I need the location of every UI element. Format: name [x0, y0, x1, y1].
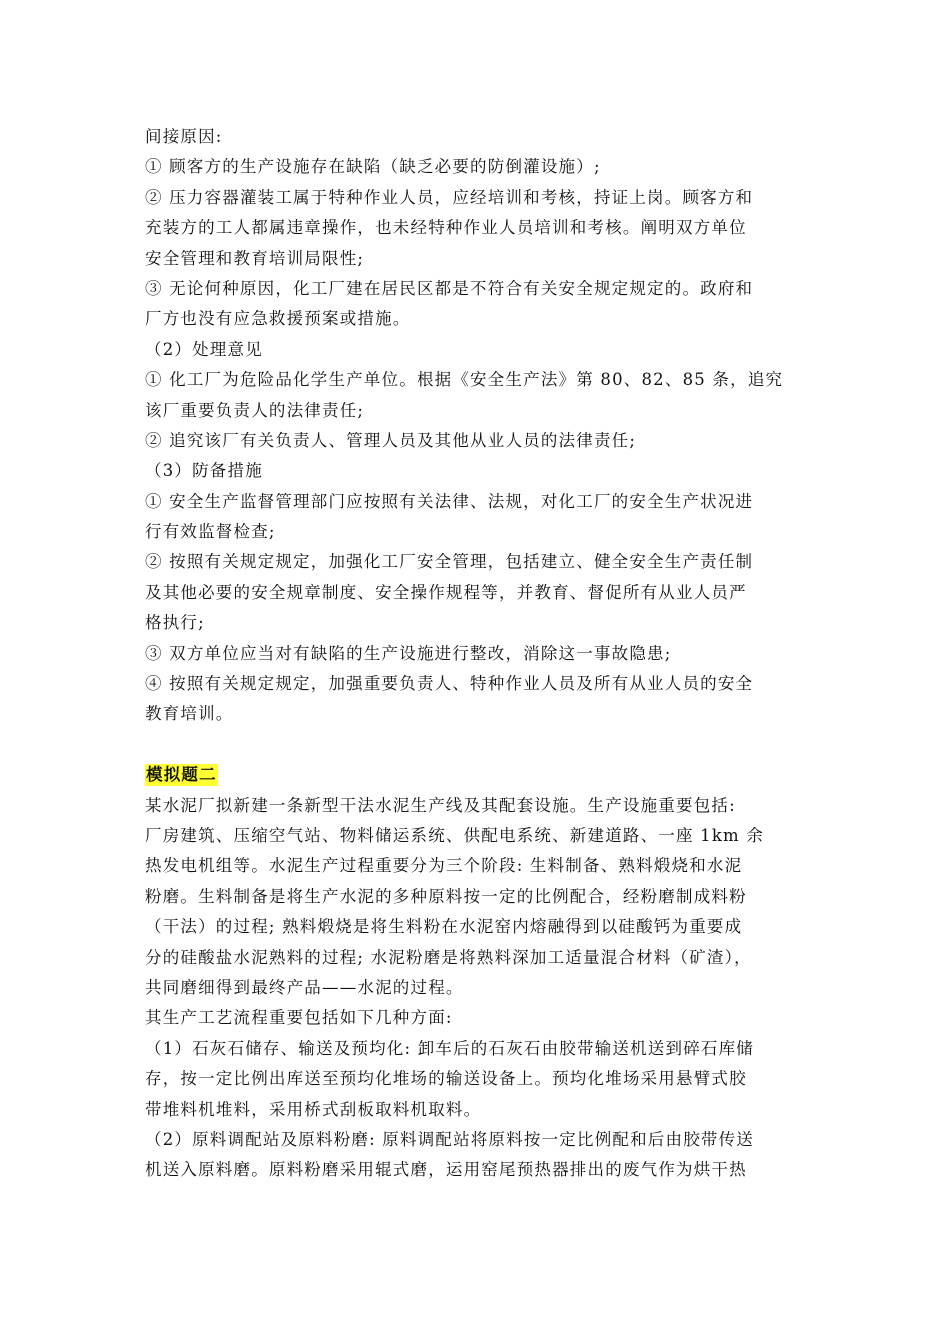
text-line: 行有效监督检查;: [145, 522, 276, 542]
text-line: ② 压力容器灌装工属于特种作业人员，应经培训和考核，持证上岗。顾客方和: [145, 187, 754, 207]
text-line: ① 顾客方的生产设施存在缺陷（缺乏必要的防倒灌设施）;: [145, 157, 601, 177]
text-line: （干法）的过程; 熟料煅烧是将生料粉在水泥窑内熔融得到以硅酸钙为重要成: [145, 917, 743, 937]
text-line: （1）石灰石储存、输送及预均化: 卸车后的石灰石由胶带输送机送到碎石库储: [145, 1038, 755, 1058]
text-line: 及其他必要的安全规章制度、安全操作规程等，并教育、督促所有从业人员严: [145, 582, 747, 602]
text-line: 存，按一定比例出库送至预均化堆场的输送设备上。预均化堆场采用悬臂式胶: [145, 1069, 747, 1089]
text-line: ① 化工厂为危险品化学生产单位。根据《安全生产法》第 80、82、85 条，追究: [145, 370, 784, 390]
text-line: 粉磨。生料制备是将生产水泥的多种原料按一定的比例配合，经粉磨制成料粉: [145, 886, 747, 906]
text-line: （2）原料调配站及原料粉磨: 原料调配站将原料按一定比例配和后由胶带传送: [145, 1129, 755, 1149]
text-line: ① 安全生产监督管理部门应按照有关法律、法规，对化工厂的安全生产状况进: [145, 491, 754, 511]
text-line: 厂房建筑、压缩空气站、物料储运系统、供配电系统、新建道路、一座 1km 余: [145, 825, 765, 845]
document-page: [145, 122, 815, 1186]
text-line: 教育培训。: [145, 704, 234, 724]
text-line: 安全管理和教育培训局限性;: [145, 248, 365, 268]
heading-line: [145, 760, 815, 790]
text-line: 带堆料机堆料，采用桥式刮板取料机取料。: [145, 1099, 482, 1119]
subheading-line: （3）防备措施: [145, 461, 263, 481]
paragraph-gap: [145, 730, 815, 760]
text-line: 厂方也没有应急救援预案或措施。: [145, 309, 411, 329]
section-heading: 模拟题二: [146, 765, 217, 785]
text-line: ③ 无论何种原因，化工厂建在居民区都是不符合有关安全规定规定的。政府和: [145, 278, 754, 298]
text-line: 间接原因:: [145, 127, 223, 146]
text-line: 充装方的工人都属违章操作，也未经特种作业人员培训和考核。阐明双方单位: [145, 218, 747, 238]
text-line: ③ 双方单位应当对有缺陷的生产设施进行整改，消除这一事故隐患;: [145, 643, 672, 663]
text-line: ② 追究该厂有关负责人、管理人员及其他从业人员的法律责任;: [145, 430, 637, 450]
text-line: 格执行;: [145, 613, 205, 633]
text-line: ② 按照有关规定规定，加强化工厂安全管理，包括建立、健全安全生产责任制: [145, 552, 754, 572]
subheading-line: （2）处理意见: [145, 339, 263, 359]
text-line: 其生产工艺流程重要包括如下几种方面:: [145, 1008, 453, 1028]
text-line: 该厂重要负责人的法律责任;: [145, 400, 365, 420]
text-line: 共同磨细得到最终产品——水泥的过程。: [145, 977, 464, 997]
section-cement-plant: [145, 791, 815, 1186]
text-line: 分的硅酸盐水泥熟料的过程; 水泥粉磨是将熟料深加工适量混合材料（矿渣），: [145, 947, 752, 967]
text-line: 热发电机组等。水泥生产过程重要分为三个阶段: 生料制备、熟料煅烧和水泥: [145, 856, 743, 876]
section-accident-analysis: [145, 122, 815, 730]
text-line: 机送入原料磨。原料粉磨采用辊式磨，运用窑尾预热器排出的废气作为烘干热: [145, 1160, 747, 1180]
text-line: ④ 按照有关规定规定，加强重要负责人、特种作业人员及所有从业人员的安全: [145, 674, 754, 694]
text-line: 某水泥厂拟新建一条新型干法水泥生产线及其配套设施。生产设施重要包括:: [145, 795, 736, 815]
